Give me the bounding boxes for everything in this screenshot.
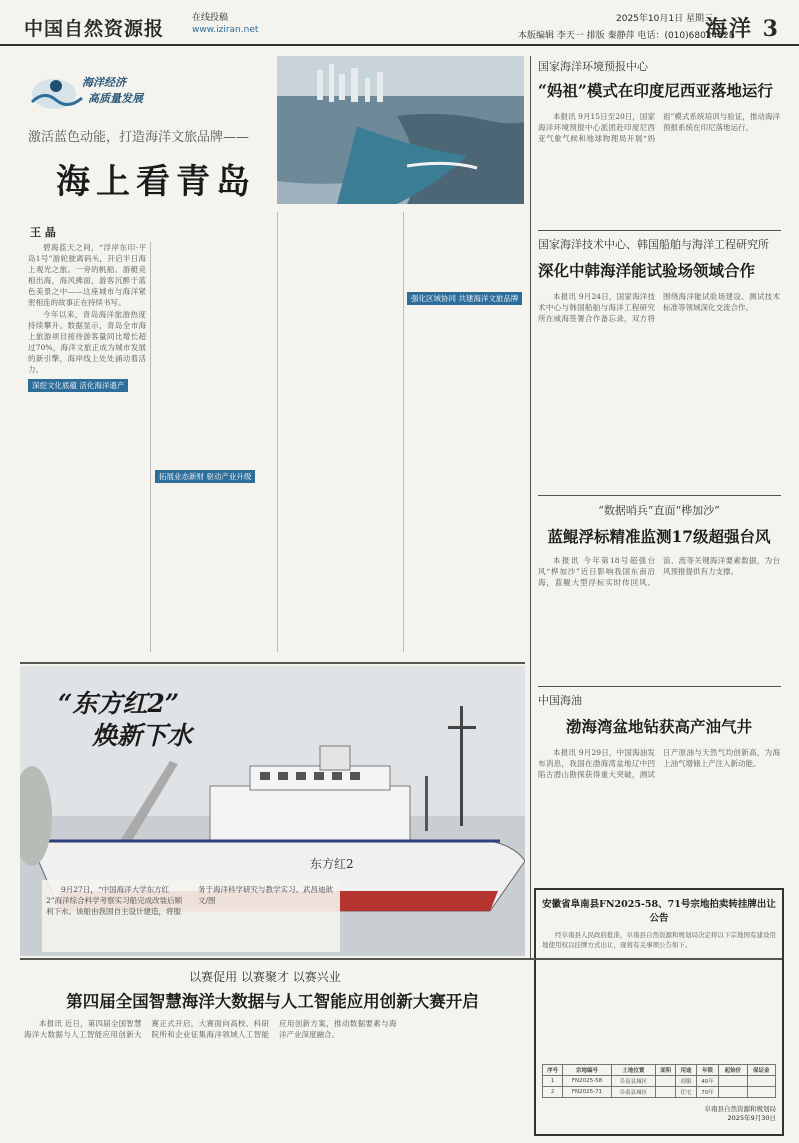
rule bbox=[538, 230, 781, 231]
table-cell bbox=[719, 1076, 747, 1087]
lead-col-3 bbox=[281, 212, 399, 652]
mazu-body: 本报讯 9月15日至20日，国家海洋环境预报中心派团赴印度尼西亚气象气候和地球物理局开展“妈祖”模式系统培训与验证，推动海洋预报系统在印尼落地运行。 bbox=[538, 112, 780, 143]
column-divider bbox=[530, 56, 531, 958]
col-divider bbox=[277, 212, 278, 652]
issue-date: 2025年10月1日 星期三 bbox=[616, 14, 713, 24]
table-header: 年限 bbox=[696, 1065, 719, 1076]
section-name: 海洋 3 bbox=[705, 16, 780, 42]
table-header: 宗地编号 bbox=[563, 1065, 611, 1076]
contest-headline: 第四届全国智慧海洋大数据与人工智能应用创新大赛开启 bbox=[66, 992, 479, 1011]
buoy-headline: 蓝鲲浮标精准监测17级超强台风 bbox=[547, 527, 771, 546]
table-header: 起始价 bbox=[719, 1065, 747, 1076]
site-info bbox=[192, 12, 258, 36]
notice-date: 2025年9月30日 bbox=[727, 1114, 776, 1122]
staff-line: 本版编辑 李天一 排版 秦静萍 电话：(010)68024628 bbox=[518, 31, 735, 41]
lead-subhead-3: 强化区域协同 共建海洋文旅品牌 bbox=[407, 292, 522, 305]
table-cell: 1 bbox=[543, 1076, 563, 1087]
lead-para-2: 今年以来，青岛海洋旅游热度持续攀升。数据显示，青岛全市海上旅游项目接待游客量同比增长超过70%，海洋文旅正成为城市发展的新引擎，海岸线上处处涌动着活力。 bbox=[28, 310, 146, 374]
lead-headline: 海上看青岛 bbox=[56, 162, 256, 202]
table-cell: 住宅 bbox=[676, 1087, 696, 1098]
buoy-kicker: “数据哨兵”直面“桦加沙” bbox=[598, 504, 720, 517]
table-cell bbox=[747, 1087, 775, 1098]
table-cell: 2 bbox=[543, 1087, 563, 1098]
oil-story bbox=[538, 692, 780, 882]
series-logo bbox=[26, 64, 146, 114]
table-cell bbox=[656, 1087, 676, 1098]
logo-line1: 海洋经济 bbox=[82, 76, 126, 89]
notice-body: 经阜南县人民政府批准，阜南县自然资源和规划局决定将以下宗地国有建设用地使用权以挂牌方式出让，现将有关事项公告如下。 bbox=[542, 931, 776, 949]
korea-story bbox=[538, 236, 780, 491]
table-cell bbox=[747, 1076, 775, 1087]
lead-col-1 bbox=[28, 242, 146, 652]
lead-col-4 bbox=[407, 212, 524, 652]
lead-subhead-2: 拓展业态新财 驱动产业升级 bbox=[155, 470, 255, 483]
ship-name-label: 东方红2 bbox=[310, 857, 354, 871]
table-cell: 70年 bbox=[696, 1087, 719, 1098]
table-header: 序号 bbox=[543, 1065, 563, 1076]
rule bbox=[20, 662, 525, 664]
col-divider bbox=[150, 242, 151, 652]
oil-body: 本报讯 9月29日，中国海油发布消息，我国在渤海湾盆地辽中凹陷古潜山勘探获得重大突破，测试日产原油与天然气均创新高，为海上油气增储上产注入新动能。 bbox=[538, 748, 780, 779]
korea-headline: 深化中韩海洋能试验场领域合作 bbox=[538, 261, 756, 280]
rule bbox=[20, 958, 782, 960]
mazu-story bbox=[538, 58, 780, 228]
notice-table bbox=[542, 1064, 776, 1098]
table-header: 土地位置 bbox=[611, 1065, 655, 1076]
dfh2-headline-line1: “东方红2” bbox=[58, 689, 180, 718]
oil-kicker: 中国海油 bbox=[538, 694, 582, 707]
korea-kicker: 国家海洋技术中心、韩国船舶与海洋工程研究所 bbox=[538, 238, 769, 251]
table-cell: 阜南县城区 bbox=[611, 1076, 655, 1087]
table-header: 面积 bbox=[656, 1065, 676, 1076]
rule bbox=[538, 495, 781, 496]
table-cell: FN2025-58 bbox=[563, 1076, 611, 1087]
lead-story bbox=[22, 56, 524, 661]
contest-body: 本报讯 近日，第四届全国智慧海洋大数据与人工智能应用创新大赛正式开启，大赛面向高校、科研院所和企业征集海洋领域人工智能应用创新方案，推动数据要素与海洋产业深度融合。 bbox=[24, 1019, 397, 1039]
table-cell: 阜南县城区 bbox=[611, 1087, 655, 1098]
table-header-row bbox=[543, 1065, 776, 1076]
table-row bbox=[543, 1087, 776, 1098]
lead-para-1: 碧海蓝天之间，“浮岸东印·平岛1号”游轮驶离码头，开启半日海上观光之旅。一旁的帆船、游艇竞相出海，海风拂面，游客沉醉于蓝色美景之中——这座城市与海洋紧密相连的故事正在持续书写。 bbox=[28, 243, 146, 307]
dfh2-caption: 9月27日，“中国海洋大学东方红2”海洋综合科学考察实习船完成改装后顺利下水。该船由我国自主设计建造，将服务于海洋科学研究与教学实习。武昌迪歆 文/图 bbox=[42, 880, 340, 952]
logo-line2: 高质量发展 bbox=[88, 92, 143, 105]
site-url[interactable]: www.iziran.net bbox=[192, 25, 259, 35]
mazu-kicker: 国家海洋环境预报中心 bbox=[538, 60, 648, 73]
land-notice bbox=[534, 888, 784, 1136]
buoy-body: 本报讯 今年第18号超强台风“桦加沙”近日影响我国东南沿海，蓝鲲大型浮标实时传回风、浪、流等关键海洋要素数据，为台风预报提供有力支撑。 bbox=[538, 556, 780, 587]
table-header: 用途 bbox=[676, 1065, 696, 1076]
oil-headline: 渤海湾盆地钻获高产油气井 bbox=[565, 717, 752, 736]
site-label: 在线投稿 bbox=[192, 13, 229, 23]
lead-author: 王 晶 bbox=[30, 226, 56, 239]
notice-issuer: 阜南县自然资源和规划局 bbox=[704, 1105, 776, 1113]
table-cell: 商服 bbox=[676, 1076, 696, 1087]
qingdao-aerial-photo bbox=[277, 56, 524, 204]
lead-kicker: 激活蓝色动能，打造海洋文旅品牌—— bbox=[28, 130, 250, 145]
dfh2-headline-line2: 焕新下水 bbox=[92, 721, 193, 750]
table-header: 保证金 bbox=[747, 1065, 775, 1076]
paper-name: 中国自然资源报 bbox=[24, 18, 165, 40]
mazu-headline: “妈祖”模式在印度尼西亚落地运行 bbox=[538, 81, 773, 100]
buoy-story bbox=[538, 502, 780, 682]
table-cell: FN2025-71 bbox=[563, 1087, 611, 1098]
contest-kicker: 以赛促用 以赛聚才 以赛兴业 bbox=[189, 970, 341, 984]
table-cell bbox=[719, 1087, 747, 1098]
rule bbox=[538, 686, 781, 687]
table-cell: 40年 bbox=[696, 1076, 719, 1087]
dfh2-headline bbox=[58, 688, 192, 752]
col-divider bbox=[403, 212, 404, 652]
lead-col-2 bbox=[155, 242, 273, 652]
notice-title: 安徽省阜南县FN2025-58、71号宗地拍卖转挂牌出让公告 bbox=[542, 899, 776, 924]
table-row bbox=[543, 1076, 776, 1087]
table-cell bbox=[656, 1076, 676, 1087]
lead-subhead-1: 深挖文化底蕴 活化海洋遗产 bbox=[28, 379, 128, 392]
korea-body: 本报讯 9月24日，国家海洋技术中心与韩国船舶与海洋工程研究所在威海签署合作备忘录，双方将围绕海洋能试验场建设、测试技术标准等领域深化交流合作。 bbox=[538, 292, 780, 323]
